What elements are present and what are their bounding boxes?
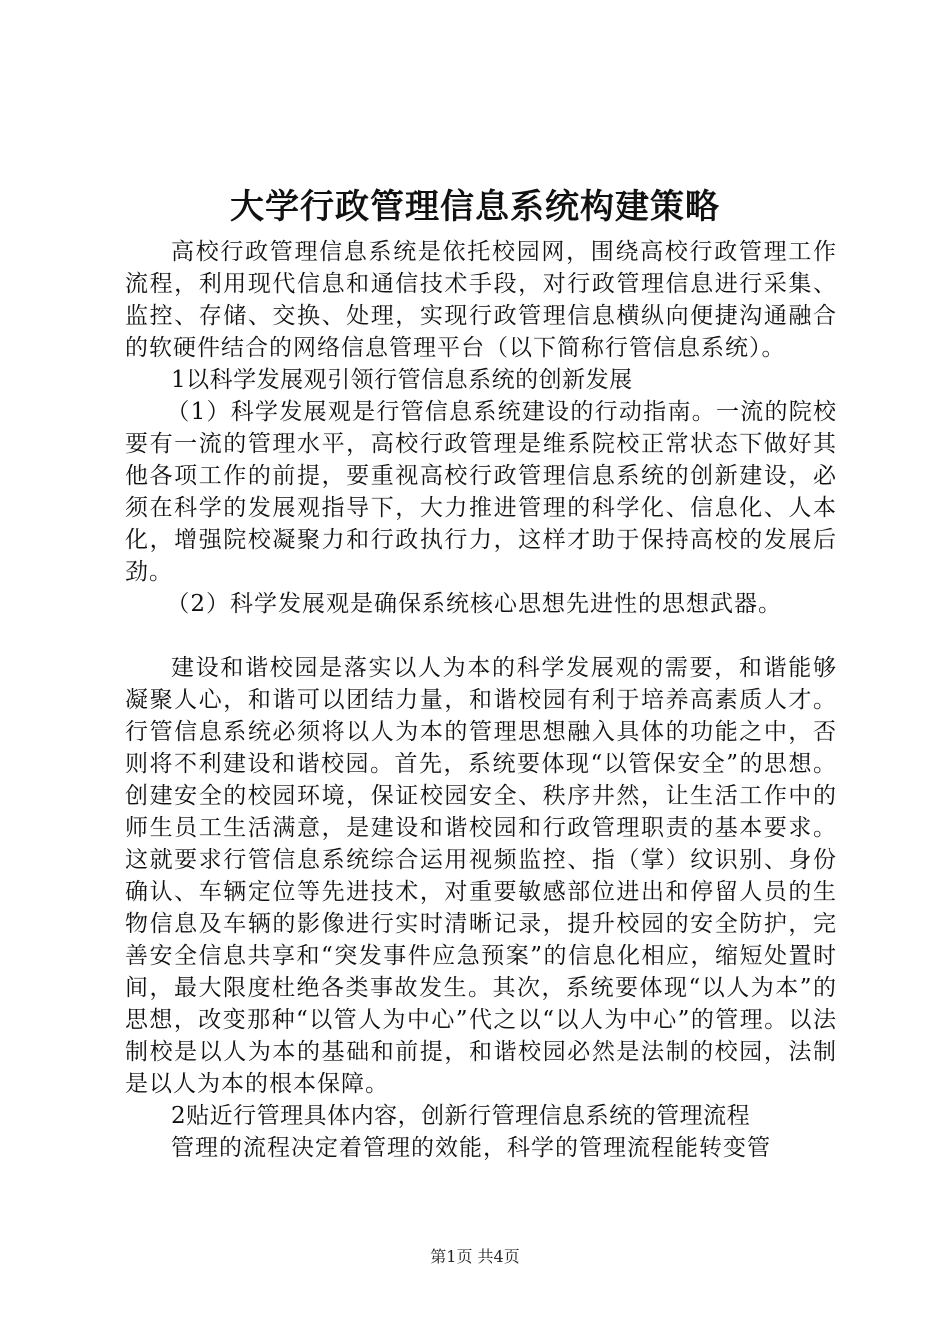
section-heading-1: 1以科学发展观引领行管信息系统的创新发展 bbox=[171, 367, 633, 393]
document-title: 大学行政管理信息系统构建策略 bbox=[230, 187, 720, 227]
paragraph-point-1: （1）科学发展观是行管信息系统建设的行动指南。一流的院校要有一流的管理水平，高校行政管理是维系院校正常状态下做好其他各项工作的前提，要重视高校行政管理信息系统的创新建设，必须在科学的发展观指导下，大力推进管理的科学化、信息化、人本化，增强院校凝聚力和行政执行力，这样才助于保持高校的发展后劲。 bbox=[125, 399, 837, 585]
section-heading-2: 2贴近行管理具体内容，创新行管理信息系统的管理流程 bbox=[171, 1103, 751, 1129]
paragraph-harmonious-campus: 建设和谐校园是落实以人为本的科学发展观的需要，和谐能够凝聚人心，和谐可以团结力量，和谐校园有利于培养高素质人才。行管信息系统必须将以人为本的管理思想融入具体的功能之中，否则将不利建设和谐校园。首先，系统要体现“以管保安全”的思想。创建安全的校园环境，保证校园安全、秩序井然，让生活工作中的师生员工生活满意，是建设和谐校园和行政管理职责的基本要求。这就要求行管信息系统综合运用视频监控、指（掌）纹识别、身份确认、车辆定位等先进技术，对重要敏感部位进出和停留人员的生物信息及车辆的影像进行实时清晰记录，提升校园的安全防护，完善安全信息共享和“突发事件应急预案”的信息化相应，缩短处置时间，最大限度杜绝各类事故发生。其次，系统要体现“以人为本”的思想，改变那种“以管人为中心”代之以“以人为中心”的管理。以法制校是以人为本的基础和前提，和谐校园必然是法制的校园，法制是以人为本的根本保障。 bbox=[125, 655, 837, 1097]
paragraph-process: 管理的流程决定着管理的效能，科学的管理流程能转变管 bbox=[171, 1135, 771, 1161]
document-body bbox=[125, 236, 837, 1164]
paragraph-intro: 高校行政管理信息系统是依托校园网，围绕高校行政管理工作流程，利用现代信息和通信技术手段，对行政管理信息进行采集、监控、存储、交换、处理，实现行政管理信息横纵向便捷沟通融合的软硬件结合的网络信息管理平台（以下简称行管信息系统）。 bbox=[125, 239, 837, 361]
blank-line bbox=[125, 620, 837, 652]
page-number-footer: 第1页 共4页 bbox=[430, 1247, 520, 1266]
paragraph-point-2: （2）科学发展观是确保系统核心思想先进性的思想武器。 bbox=[166, 591, 783, 617]
